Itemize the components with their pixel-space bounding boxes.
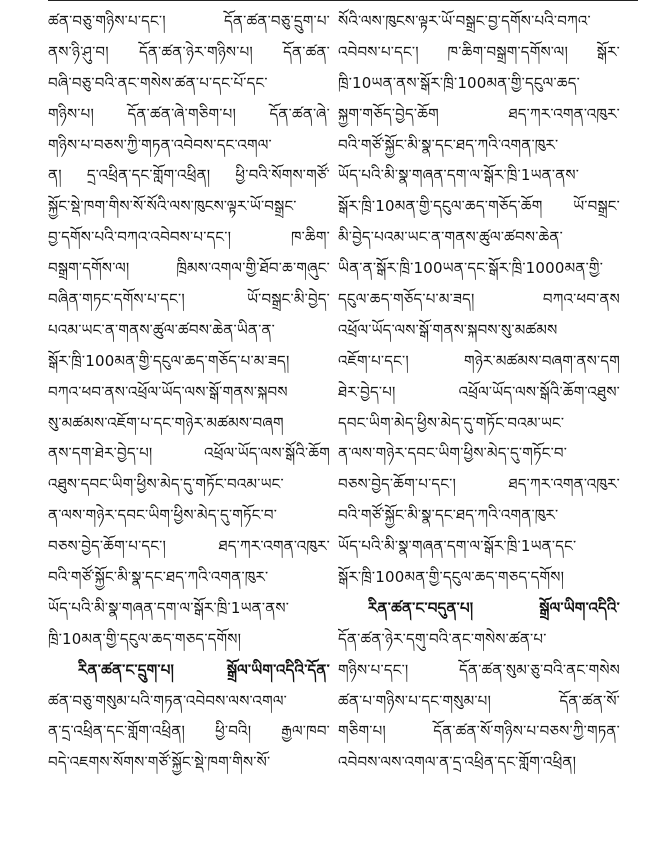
text-line: ཐེར་བྱེད་པ། འཕྲོལ་ཡོད་ལས་སྒོའི་ཆོག་འཐུས་ (338, 382, 620, 401)
text-line: གཅིག་པ། དོན་ཚན་སོ་གཉིས་པ་བཅས་ཀྱི་གཏན་ (338, 722, 620, 741)
text-line: སྒོར་ཁྲི་100མན་གྱི་དངུལ་ཆད་གཅད་དགོས། (338, 568, 565, 587)
text-line: ཡིན་ན་སྒོར་ཁྲི་100ཡན་དང་སྒོར་ཁྲི་1000མན་གྱི་ (338, 259, 604, 278)
text-line: ན་ལས་གཉེར་དབང་ཡིག་ཕྱིས་མེད་དུ་གཏོང་བ་ (48, 506, 278, 525)
text-line: བཞི་བཅུ་བའི་ནང་གསེས་ཚན་པ་དང་པོ་དང་ (48, 73, 268, 92)
text-line: སྒོར་ཁྲི་100མན་གྱི་དངུལ་ཆད་གཅོད་པ་མ་ཟད། (48, 351, 290, 370)
right-text-column (338, 6, 620, 778)
text-line: བའི་གཙོ་སྐྱོང་མི་སྣ་དང་ཐད་ཀའི་འགན་ཁུར་ (338, 135, 559, 154)
text-line: ན། དྲ་འཕྲིན་དང་གློག་འཕྲིན། ཕྱི་བའི་སོགས་གཙོ་ (48, 166, 330, 185)
text-line: ན་ལས་གཉེར་དབང་ཡིག་ཕྱིས་མེད་དུ་གཏོང་བ་ (338, 444, 568, 463)
text-line: སྒོར་ཁྲི་10མན་གྱི་དངུལ་ཆད་གཅོད་ཆོག ཡོ་བསྒྲང་ (338, 197, 620, 216)
text-line: པའམ་ཡང་ན་གནས་ཚུལ་ཚབས་ཆེན་ཡིན་ན་ (48, 320, 276, 339)
text-line: འབེབས་ལས་འགལ་ན་དྲ་འཕྲིན་དང་གློག་འཕྲིན། (338, 753, 577, 772)
text-line: འབེབས་པ་དང་། ཁ་ཆིག་བསྒྲག་དགོས་ལ། སྒོར་ (338, 42, 620, 61)
text-line: ཁྲི་10མན་གྱི་དངུལ་ཆད་གཅད་དགོས། (48, 629, 242, 648)
text-line: ཡོད་པའི་མི་སྣ་གཞན་དག་ལ་སྒོར་ཁྲི་1ཡན་ནས་ (48, 598, 290, 617)
text-line: བསྒྲག་དགོས་ལ། ཁྲིམས་འགལ་གྱི་ཐོབ་ཆ་གཞུང་ (48, 259, 330, 278)
article-heading-line: རིན་ཚན་ང་དྲུག་པ། སྒྲོལ་ཡིག་འདིའི་དོན་ (78, 660, 330, 679)
text-line: སྐྱག་གཅོད་བྱེད་ཆོག ཐད་ཀར་འགན་འཁུར་ (338, 104, 620, 123)
text-line: བཅས་བྱེད་ཆོག་པ་དང་། ཐད་ཀར་འགན་འཁུར་ (338, 475, 620, 494)
text-line: ཁྲི་10ཡན་ནས་སྒོར་ཁྲི་100མན་གྱི་དངུལ་ཆད་ (338, 73, 580, 92)
text-line: བཀའ་ཕབ་ནས་འཕྲོལ་ཡོད་ལས་སྒོ་གནས་སྐབས (48, 382, 288, 401)
text-line: བདེ་འཇགས་སོགས་གཙོ་སྐྱོང་སྡེ་ཁག་གིས་སོ་ (48, 753, 271, 772)
text-line: དངུལ་ཆད་གཅོད་པ་མ་ཟད། བཀའ་ཕབ་ནས (338, 290, 620, 309)
text-line: བའི་གཙོ་སྐྱོང་མི་སྣ་དང་ཐད་ཀའི་འགན་ཁུར་ (338, 506, 559, 525)
text-line: སོའི་ལས་ཁུངས་ལྟར་ཡོ་བསྒྲང་བྱ་དགོས་པའི་བཀའ་ (338, 12, 591, 30)
text-line: གཉིས་པ་བཅས་ཀྱི་གཏན་འབེབས་དང་འགལ་ (48, 135, 272, 154)
text-line: དོན་ཚན་ཉེར་དགུ་བའི་ནང་གསེས་ཚན་པ་ (338, 629, 547, 648)
text-line: ཚན་པ་གཉིས་པ་དང་གསུམ་པ། དོན་ཚན་སོ་ (338, 691, 620, 710)
text-line: ནས་དག་ཐེར་བྱེད་པ། འཕྲོལ་ཡོད་ལས་སྒོའི་ཆོག (48, 444, 330, 463)
text-line: ཚན་བཅུ་གཉིས་པ་དང་། དོན་ཚན་བཅུ་དྲུག་པ་ (48, 12, 330, 30)
text-line: འཐུས་དབང་ཡིག་ཕྱིས་མེད་དུ་གཏོང་བའམ་ཡང་ (48, 475, 284, 494)
text-line: སྐྱོང་སྡེ་ཁག་གིས་སོ་སོའི་ལས་ཁུངས་ལྟར་ཡོ་བསྒྲང་ (48, 197, 297, 216)
text-line: འཕྲོལ་ཡོད་ལས་སྒོ་གནས་སྐབས་སུ་མཚམས (338, 320, 558, 339)
text-line: ན་དྲ་འཕྲིན་དང་གློག་འཕྲིན། ཕྱི་བའི། རྒྱལ་ཁབ་ (48, 722, 330, 741)
text-line: འཇོག་པ་དང་། གཉེར་མཚམས་བཞག་ནས་དག (338, 351, 620, 370)
text-line: བཞིན་གཏང་དགོས་པ་དང་། ཡོ་བསྒྲང་མི་བྱེད་ (48, 290, 330, 309)
text-line: ཡོད་པའི་མི་སྣ་གཞན་དག་ལ་སྒོར་ཁྲི་1ཡན་དང་ (338, 537, 577, 556)
text-line: ཡོད་པའི་མི་སྣ་གཞན་དག་ལ་སྒོར་ཁྲི་1ཡན་ནས་ (338, 166, 580, 185)
text-line: མི་བྱེད་པའམ་ཡང་ན་གནས་ཚུལ་ཚབས་ཆེན་ (338, 228, 563, 247)
text-line: བའི་གཙོ་སྐྱོང་མི་སྣ་དང་ཐད་ཀའི་འགན་ཁུར་ (48, 568, 269, 587)
text-line: གཉིས་པ། དོན་ཚན་ཞེ་གཅིག་པ། དོན་ཚན་ཞེ་ (48, 104, 330, 123)
left-text-column (48, 6, 330, 778)
text-line: ཚན་བཅུ་གསུམ་པའི་གཏན་འབེབས་ལས་འགལ་ (48, 691, 287, 710)
text-line: བཅས་བྱེད་ཆོག་པ་དང་། ཐད་ཀར་འགན་འཁུར་ (48, 537, 330, 556)
top-rule (48, 0, 638, 1)
article-heading-line: རིན་ཚན་ང་བདུན་པ། སྒྲོལ་ཡིག་འདིའི་ (368, 598, 620, 617)
text-line: སུ་མཚམས་འཇོག་པ་དང་གཉེར་མཚམས་བཞག (48, 413, 284, 432)
text-line: བྱ་དགོས་པའི་བཀའ་འབེབས་པ་དང་། ཁ་ཆིག་ (48, 228, 330, 247)
text-line: དབང་ཡིག་མེད་ཕྱིས་མེད་དུ་གཏོང་བའམ་ཡང་ (338, 413, 565, 432)
text-line: ནས་ཉི་ཤུ་བ། དོན་ཚན་ཉེར་གཉིས་པ། དོན་ཚན་ (48, 42, 330, 61)
text-line: གཉིས་པ་དང་། དོན་ཚན་སུམ་ཅུ་བའི་ནང་གསེས (338, 660, 620, 679)
